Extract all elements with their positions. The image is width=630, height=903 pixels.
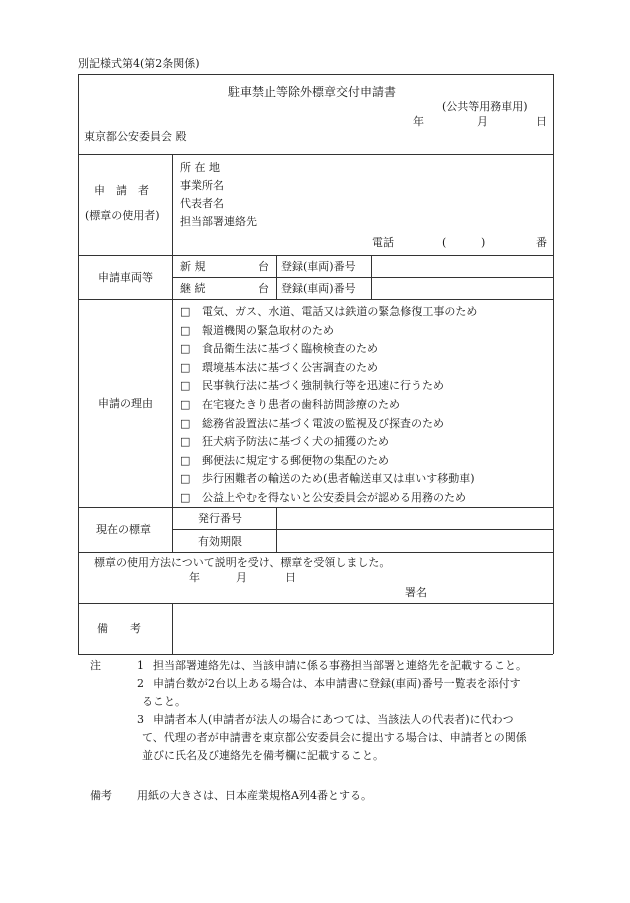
addressee: 東京都公安委員会 殿: [84, 130, 187, 143]
field-department-contact: 担当部署連絡先: [180, 215, 257, 228]
phone-label: 電話: [372, 236, 394, 249]
vehicle-new-reg-label: 登録(車両)番号: [281, 260, 356, 273]
field-representative: 代表者名: [180, 197, 224, 210]
reason-text: 総務省設置法に基づく電波の監視及び探査のため: [202, 416, 444, 430]
note-line: 申請台数が2台以上ある場合は、本申請書に登録(車両)番号一覧表を添付す: [153, 677, 521, 690]
reason-checkbox[interactable]: □: [180, 491, 191, 504]
note-line: 担当部署連絡先は、当該申請に係る事務担当部署と連絡先を記載すること。: [153, 659, 527, 672]
form-title: 駐車禁止等除外標章交付申請書: [228, 85, 397, 99]
note-number: 2: [137, 677, 144, 690]
vehicle-continue-reg-label: 登録(車両)番号: [281, 282, 356, 295]
note-number: 1: [137, 659, 144, 672]
phone-paren-open: (: [442, 236, 447, 249]
vehicle-new-unit: 台: [258, 260, 269, 273]
reason-text: 歩行困難者の輸送のため(患者輸送車又は車いす移動車): [202, 472, 475, 486]
receipt-year: 年: [189, 571, 200, 584]
reason-checkbox[interactable]: □: [180, 305, 191, 318]
note-line: 並びに氏名及び連絡先を備考欄に記載すること。: [142, 749, 384, 762]
reason-checkbox[interactable]: □: [180, 472, 191, 486]
vehicle-continue-label: 継 続: [180, 282, 206, 295]
reason-checkbox[interactable]: □: [180, 379, 191, 393]
form-subtitle: (公共等用務車用): [442, 100, 528, 113]
reason-text: 郵便法に規定する郵便物の集配のため: [202, 453, 389, 467]
reason-checkbox[interactable]: □: [180, 360, 191, 374]
field-address: 所 在 地: [180, 161, 220, 174]
note-line: 申請者本人(申請者が法人の場合にあつては、当該法人の代表者)に代わつ: [153, 713, 514, 726]
reason-text: 環境基本法に基づく公害調査のため: [202, 360, 378, 374]
vehicle-new-label: 新 規: [180, 260, 206, 273]
date-day: 日: [536, 115, 547, 128]
vehicles-label: 申請車両等: [98, 271, 153, 284]
reasons-label: 申請の理由: [98, 397, 153, 410]
date-year: 年: [413, 115, 424, 128]
signature-label: 署名: [405, 586, 427, 599]
field-office-name: 事業所名: [180, 179, 224, 192]
reason-text: 公益上やむを得ないと公安委員会が認める用務のため: [202, 491, 466, 504]
note-number: 3: [137, 713, 144, 726]
footer-text: 用紙の大きさは、日本産業規格A列4番とする。: [137, 789, 372, 802]
reason-text: 民事執行法に基づく強制執行等を迅速に行うため: [202, 379, 444, 393]
receipt-month: 月: [236, 571, 247, 584]
phone-suffix: 番: [536, 236, 547, 249]
receipt-text: 標章の使用方法について説明を受け、標章を受領しました。: [94, 556, 391, 569]
reason-checkbox[interactable]: □: [180, 416, 191, 430]
reason-text: 報道機関の緊急取材のため: [202, 323, 334, 337]
applicant-label: 申 請 者: [94, 184, 149, 197]
reason-checkbox[interactable]: □: [180, 435, 191, 449]
reason-text: 在宅寝たきり患者の歯科訪問診療のため: [202, 398, 400, 411]
note-line: ること。: [142, 695, 186, 708]
footer-label: 備考: [90, 789, 112, 802]
reason-text: 食品衛生法に基づく臨検検査のため: [202, 342, 378, 356]
reason-checkbox[interactable]: □: [180, 398, 191, 411]
remarks-label: 備 考: [97, 622, 141, 635]
receipt-day: 日: [285, 571, 296, 584]
applicant-sublabel: (標章の使用者): [85, 209, 160, 222]
note-line: て、代理の者が申請書を東京都公安委員会に提出する場合は、申請者との関係: [142, 731, 527, 744]
date-month: 月: [477, 115, 488, 128]
form-number: 別記様式第4(第2条関係): [78, 57, 200, 70]
vehicle-continue-unit: 台: [258, 282, 269, 295]
phone-paren-close: ): [481, 236, 486, 249]
badge-expiry-label: 有効期限: [198, 535, 242, 548]
reason-checkbox[interactable]: □: [180, 453, 191, 467]
reason-checkbox[interactable]: □: [180, 342, 191, 356]
reason-checkbox[interactable]: □: [180, 323, 191, 337]
current-badge-label: 現在の標章: [96, 523, 151, 536]
reason-text: 電気、ガス、水道、電話又は鉄道の緊急修復工事のため: [202, 305, 478, 318]
notes-heading: 注: [90, 659, 101, 672]
reason-text: 狂犬病予防法に基づく犬の捕獲のため: [202, 435, 389, 449]
badge-issue-number-label: 発行番号: [198, 512, 242, 525]
